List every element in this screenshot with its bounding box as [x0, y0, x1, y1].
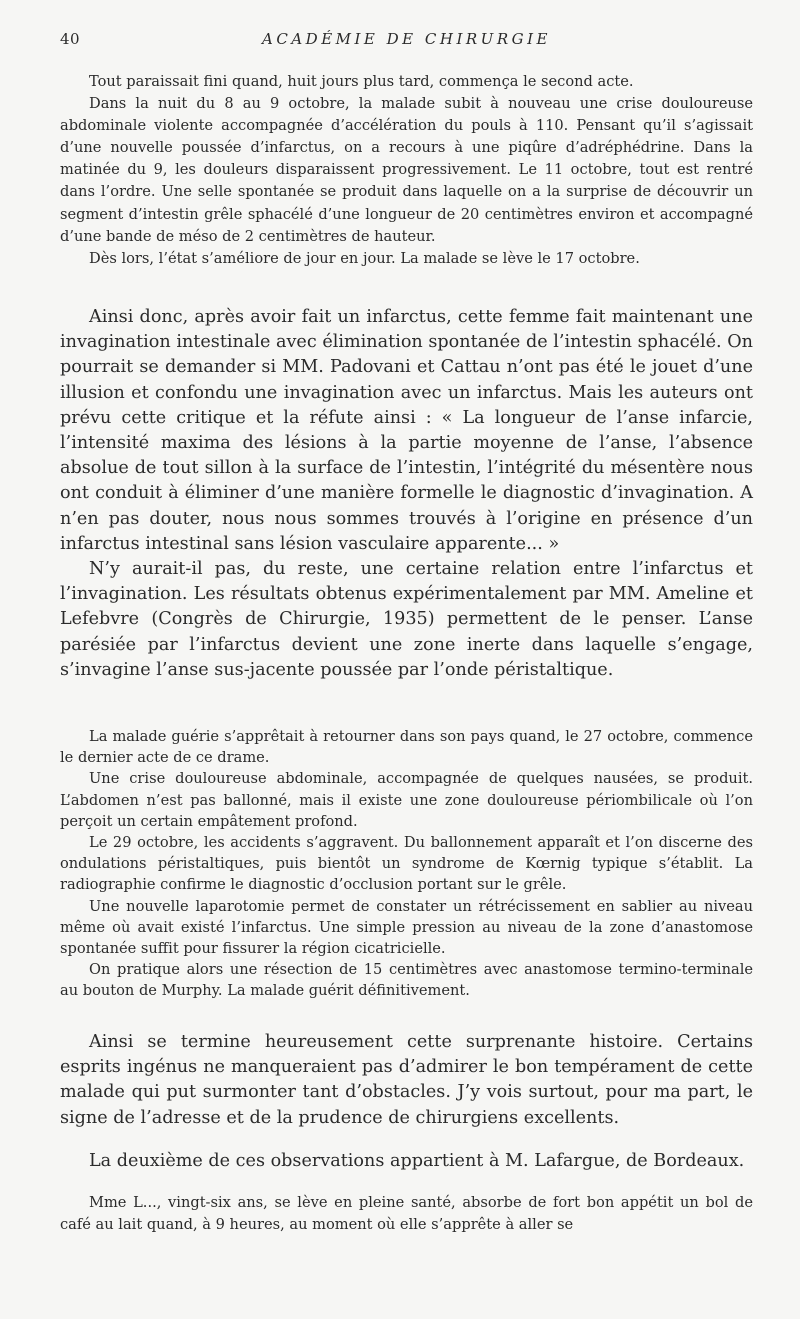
- section-second-observation: [60, 1149, 753, 1174]
- paragraph: La malade guérie s’apprêtait à retourner dans son pays quand, le 27 octobre, commence le dernier acte de ce drame.: [60, 728, 753, 767]
- page-header: [60, 30, 753, 56]
- running-title: ACADÉMIE DE CHIRURGIE: [262, 30, 551, 48]
- paragraph: Ainsi donc, après avoir fait un infarctus, cette femme fait maintenant une invagination intestinale avec élimination spontanée de l’intestin sphacélé. On pourrait se demander si MM. Padovani et Cattau n’ont pas été le jouet d’une illusion et confondu une invagination avec un infarctus. Mais les auteurs ont prévu cette critique et la réfute ainsi : « La longueur de l’anse infarcie, l’intensité maxima des lésions à la partie moyenne de l’anse, l’absence absolue de tout sillon à la surface de l’intestin, l’intégrité du mésentère nous ont conduit à éliminer d’une manière formelle le diagnostic d’invagination. A n’en pas douter, nous nous sommes trouvés à l’origine en présence d’un infarctus intestinal sans lésion vasculaire apparente... »: [60, 307, 753, 554]
- section-conclusion: [60, 1030, 753, 1131]
- section-commentary: [60, 305, 753, 683]
- paragraph: Dans la nuit du 8 au 9 octobre, la malade subit à nouveau une crise douloureuse abdominale violente accompagnée d’accélération du pouls à 110. Pensant qu’il s’agissait d’une nouvelle poussée d’infarctus, on a recours à une piqûre d’adréphédrine. Dans la matinée du 9, les douleurs disparaissent progressivement. Le 11 octobre, tout est rentré dans l’ordre. Une selle spontanée se produit dans laquelle on a la surprise de découvrir un segment d’intestin grêle sphacélé d’une longueur de 20 centimètres environ et accompagné d’une bande de méso de 2 centimètres de hauteur.: [60, 95, 753, 245]
- section-last-act: [60, 726, 753, 1002]
- paragraph: Le 29 octobre, les accidents s’aggravent. Du ballonnement apparaît et l’on discerne des ondulations péristaltiques, puis bientôt un syndrome de Kœrnig typique s’établit. La radiographie confirme le diagnostic d’occlusion portant sur le grêle.: [60, 834, 753, 894]
- paragraph: Ainsi se termine heureusement cette surprenante histoire. Certains esprits ingénus ne manqueraient pas d’admirer le bon tempérament de cette malade qui put surmonter tant d’obstacles. J’y vois surtout, pour ma part, le signe de l’adresse et de la prudence de chirurgiens excellents.: [60, 1032, 753, 1128]
- paragraph: N’y aurait-il pas, du reste, une certaine relation entre l’infarctus et l’invagination. Les résultats obtenus expérimentalement par MM. Ameline et Lefebvre (Congrès de Chirurgie, 1935) permettent de le penser. L’anse parésiée par l’infarctus devient une zone inerte dans laquelle s’engage, s’invagine l’anse sus-jacente poussée par l’onde péristaltique.: [60, 559, 753, 680]
- section-second-act: [60, 71, 753, 270]
- paragraph: Tout paraissait fini quand, huit jours plus tard, commença le second acte.: [89, 73, 634, 90]
- paragraph: On pratique alors une résection de 15 centimètres avec anastomose termino-terminale au bouton de Murphy. La malade guérit définitivement.: [60, 961, 753, 1000]
- paragraph: Dès lors, l’état s’améliore de jour en jour. La malade se lève le 17 octobre.: [89, 249, 640, 267]
- paragraph: Une crise douloureuse abdominale, accompagnée de quelques nausées, se produit. L’abdomen n’est pas ballonné, mais il existe une zone douloureuse périombilicale où l’on perçoit un certain empâtement profond.: [60, 770, 753, 830]
- paragraph: La deuxième de ces observations appartient à M. Lafargue, de Bordeaux.: [89, 1151, 745, 1171]
- paragraph: Une nouvelle laparotomie permet de constater un rétrécissement en sablier au niveau même où avait existé l’infarctus. Une simple pression au niveau de la zone d’anastomose spontanée suffit pour fissurer la région cicatricielle.: [60, 897, 753, 958]
- section-case-start: [60, 1192, 753, 1236]
- page-number: 40: [60, 30, 81, 48]
- paragraph: Mme L..., vingt-six ans, se lève en pleine santé, absorbe de fort bon appétit un bol de café au lait quand, à 9 heures, au moment où elle s’apprête à aller se: [60, 1194, 753, 1234]
